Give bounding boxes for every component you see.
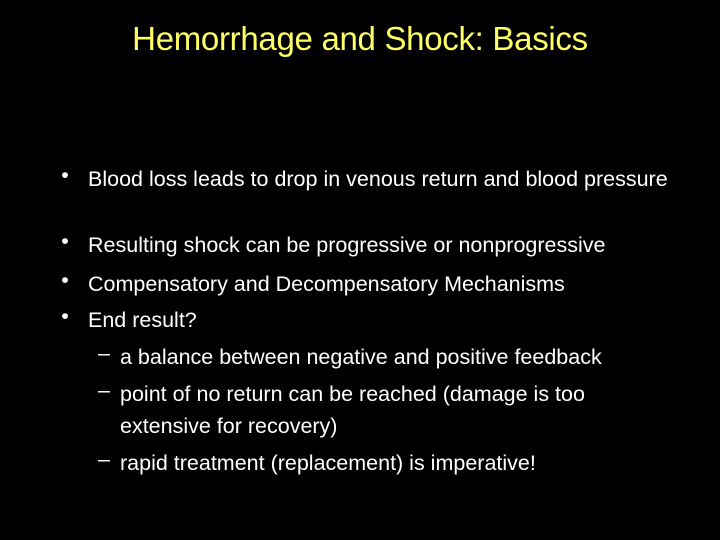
sub-bullet-marker: – — [98, 378, 110, 402]
sub-bullet-marker: – — [98, 447, 110, 471]
bullet-text: Blood loss leads to drop in venous return and blood pressure — [88, 167, 668, 191]
bullet-text: End result? — [88, 308, 197, 332]
bullet-marker: • — [61, 163, 69, 187]
bullet-marker: • — [61, 229, 69, 253]
sub-bullet-text: rapid treatment (replacement) is imperative! — [120, 451, 536, 475]
slide-title: Hemorrhage and Shock: Basics — [132, 20, 588, 57]
sub-bullet-text: a balance between negative and positive feedback — [120, 345, 602, 369]
bullet-marker: • — [61, 268, 69, 292]
sub-bullet-text: point of no return can be reached (damage is too extensive for recovery) — [120, 382, 585, 438]
bullet-marker: • — [61, 304, 69, 328]
bullet-text: Resulting shock can be progressive or nonprogressive — [88, 233, 606, 257]
sub-bullet-marker: – — [98, 341, 110, 365]
bullet-text: Compensatory and Decompensatory Mechanisms — [88, 272, 565, 296]
